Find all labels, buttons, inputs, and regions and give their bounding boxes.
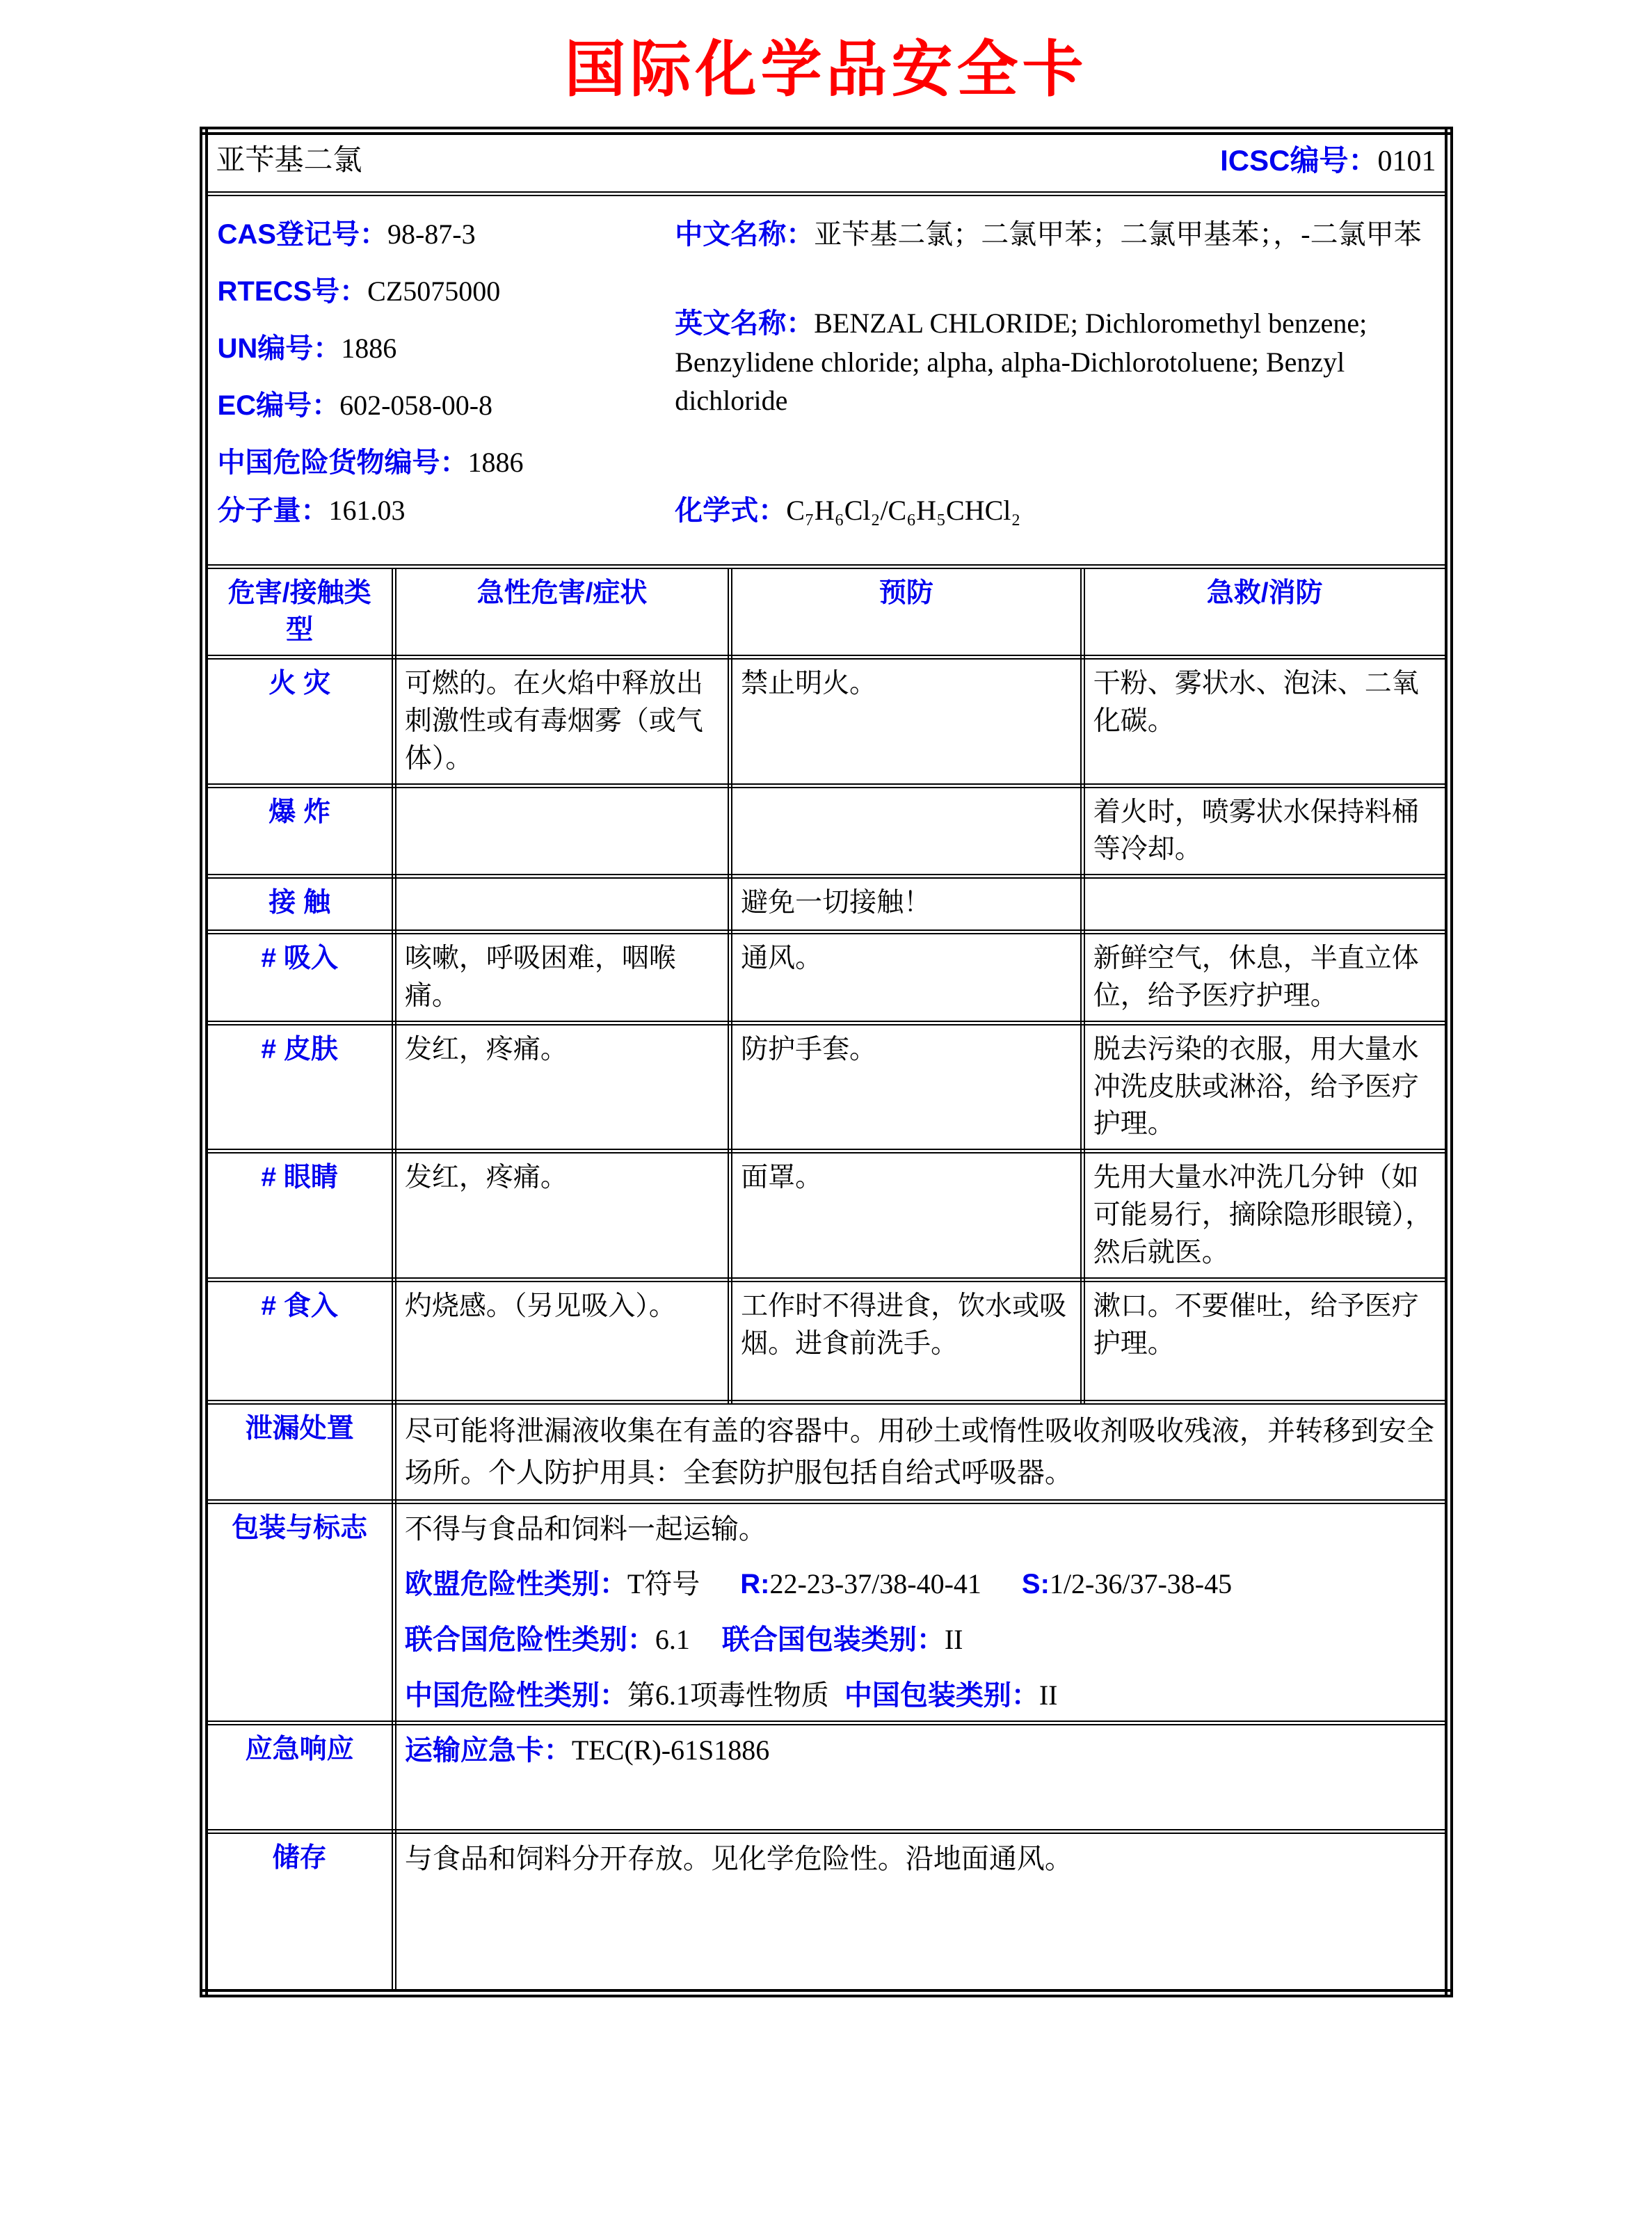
- un-number-value: 1886: [341, 332, 397, 364]
- packaging-transport-note: 不得与食品和饲料一起运输。: [404, 1512, 767, 1544]
- emergency-cell: [394, 1723, 1448, 1832]
- chemical-formula-label: 化学式：: [675, 495, 787, 527]
- molecular-weight-line: [218, 491, 674, 540]
- card-header-cell: [204, 131, 1449, 193]
- r-phrases-label: R:: [740, 1568, 770, 1599]
- rtecs-number-line: [218, 272, 674, 311]
- transport-card-label: 运输应急卡：: [404, 1735, 572, 1766]
- packaging-cn-line: [405, 1676, 1436, 1715]
- packaging-cell: [394, 1501, 1448, 1723]
- packaging-eu-line: [405, 1565, 1436, 1604]
- hazard-header-prevention: 预防: [730, 566, 1083, 657]
- hazard-type-fire: 火 灾: [204, 657, 394, 785]
- cn-class-value: 第6.1项毒性物质: [627, 1679, 829, 1711]
- packaging-un-line: [405, 1620, 1436, 1659]
- eyes-firstaid: 先用大量水冲洗几分钟（如可能易行，摘除隐形眼镜），然后就医。: [1082, 1151, 1448, 1279]
- hazard-header-symptoms: 急性危害/症状: [394, 566, 730, 657]
- chinese-name-value: 亚苄基二氯；二氯甲苯；二氯甲基苯；，-二氯甲苯: [814, 218, 1422, 250]
- hazard-row-explosion: [204, 785, 1449, 877]
- china-dg-number-value: 1886: [467, 447, 524, 479]
- skin-symptoms: 发红，疼痛。: [394, 1023, 730, 1151]
- un-number-line: [218, 329, 674, 368]
- hazard-type-eyes: # 眼睛: [204, 1151, 394, 1279]
- spill-row: [204, 1402, 1449, 1501]
- hazard-type-explosion: 爆 炸: [204, 785, 394, 877]
- s-phrases-value: 1/2-36/37-38-45: [1049, 1567, 1233, 1599]
- inhalation-prevention: 通风。: [730, 932, 1083, 1023]
- inhalation-firstaid: 新鲜空气，休息，半直立体位，给予医疗护理。: [1082, 932, 1448, 1023]
- explosion-prevention: [730, 785, 1083, 877]
- inhalation-symptoms: 咳嗽，呼吸困难，咽喉痛。: [394, 932, 730, 1023]
- hazard-row-eyes: [204, 1151, 1449, 1279]
- cas-number-label: CAS登记号：: [217, 218, 387, 250]
- cn-pack-label: 中国包装类别：: [844, 1680, 1039, 1711]
- chinese-name-label: 中文名称：: [675, 218, 815, 250]
- chinese-name-line: [675, 215, 1436, 254]
- identity-row: [204, 193, 1449, 566]
- emergency-label: 应急响应: [204, 1723, 394, 1832]
- rtecs-number-label: RTECS号：: [217, 276, 368, 307]
- english-name-line: [675, 304, 1436, 420]
- english-name-value: BENZAL CHLORIDE; Dichloromethyl benzene; Benzylidene chloride; alpha, alpha-Dichlorotoluene; Benzyl dichloride: [675, 307, 1368, 417]
- s-phrases-label: S:: [1021, 1568, 1050, 1599]
- china-dg-number-line: [218, 443, 674, 482]
- chemical-formula-value: C₇H₆Cl₂/C₆H₅CHCl₂: [786, 495, 1021, 527]
- molecular-weight-value: 161.03: [328, 495, 406, 527]
- un-pack-value: II: [944, 1624, 963, 1656]
- un-number-label: UN编号：: [217, 333, 342, 364]
- icsc-number-group: [1220, 141, 1436, 182]
- ec-number-line: [218, 386, 674, 425]
- ec-number-label: EC编号：: [217, 390, 340, 422]
- hazard-row-inhalation: [204, 932, 1449, 1023]
- fire-symptoms: 可燃的。在火焰中释放出刺激性或有毒烟雾（或气体）。: [394, 657, 730, 785]
- spill-text: 尽可能将泄漏液收集在有盖的容器中。用砂土或惰性吸收剂吸收残液，并转移到安全场所。个人防护用具：全套防护服包括自给式呼吸器。: [394, 1402, 1448, 1501]
- contact-firstaid: [1082, 877, 1448, 932]
- identity-cell: [204, 193, 1449, 566]
- spill-label: 泄漏处置: [204, 1402, 394, 1501]
- hazard-header-row: [204, 566, 1449, 657]
- icsc-number-value: 0101: [1377, 145, 1436, 177]
- card-header-bar: [216, 141, 1436, 182]
- hazard-header-type: 危害/接触类型: [204, 566, 394, 657]
- skin-firstaid: 脱去污染的衣服，用大量水冲洗皮肤或淋浴，给予医疗护理。: [1082, 1023, 1448, 1151]
- eu-class-symbol: T符号: [627, 1567, 700, 1599]
- storage-label: 储存: [204, 1832, 394, 1993]
- hazard-type-skin: # 皮肤: [204, 1023, 394, 1151]
- hazard-row-fire: [204, 657, 1449, 785]
- fire-prevention: 禁止明火。: [730, 657, 1083, 785]
- eu-class-label: 欧盟危险性类别：: [404, 1568, 627, 1599]
- hazard-type-contact: 接 触: [204, 877, 394, 932]
- un-class-label: 联合国危险性类别：: [404, 1625, 655, 1656]
- eyes-symptoms: 发红，疼痛。: [394, 1151, 730, 1279]
- registry-numbers-block: [216, 202, 674, 545]
- cn-pack-value: II: [1038, 1679, 1058, 1711]
- skin-prevention: 防护手套。: [730, 1023, 1083, 1151]
- china-dg-number-label: 中国危险货物编号：: [217, 447, 468, 479]
- ec-number-value: 602-058-00-8: [339, 390, 493, 422]
- un-class-value: 6.1: [655, 1624, 690, 1656]
- packaging-row: [204, 1501, 1449, 1723]
- hazard-header-firstaid: 急救/消防: [1082, 566, 1448, 657]
- cas-number-line: [218, 215, 674, 254]
- storage-row: [204, 1832, 1449, 1993]
- packaging-label: 包装与标志: [204, 1501, 394, 1723]
- transport-card-value: TEC(R)-61S1886: [571, 1734, 770, 1766]
- storage-text: 与食品和饲料分开存放。见化学危险性。沿地面通风。: [394, 1832, 1448, 1993]
- english-name-label: 英文名称：: [675, 308, 815, 339]
- hazard-type-ingestion: # 食入: [204, 1279, 394, 1402]
- explosion-firstaid: 着火时，喷雾状水保持料桶等冷却。: [1082, 785, 1448, 877]
- ingestion-firstaid: 漱口。不要催吐，给予医疗护理。: [1082, 1279, 1448, 1402]
- icsc-card-table: [200, 127, 1453, 1997]
- ingestion-prevention: 工作时不得进食，饮水或吸烟。进食前洗手。: [730, 1279, 1083, 1402]
- r-phrases-value: 22-23-37/38-40-41: [769, 1567, 981, 1599]
- explosion-symptoms: [394, 785, 730, 877]
- contact-prevention: 避免一切接触！: [730, 877, 1083, 932]
- contact-symptoms: [394, 877, 730, 932]
- fire-firstaid: 干粉、雾状水、泡沫、二氧化碳。: [1082, 657, 1448, 785]
- emergency-row: [204, 1723, 1449, 1832]
- molecular-weight-label: 分子量：: [217, 495, 329, 527]
- hazard-type-inhalation: # 吸入: [204, 932, 394, 1023]
- cas-number-value: 98-87-3: [387, 218, 476, 250]
- card-header-row: [204, 131, 1449, 193]
- rtecs-number-value: CZ5075000: [367, 275, 501, 307]
- names-block: [673, 202, 1436, 545]
- hazard-row-ingestion: [204, 1279, 1449, 1402]
- identity-layout: [216, 202, 1436, 545]
- eyes-prevention: 面罩。: [730, 1151, 1083, 1279]
- cn-class-label: 中国危险性类别：: [404, 1680, 627, 1711]
- hazard-row-contact: [204, 877, 1449, 932]
- substance-name: 亚苄基二氯: [216, 145, 362, 177]
- page-title: 国际化学品安全卡: [564, 35, 1088, 104]
- ingestion-symptoms: 灼烧感。（另见吸入）。: [394, 1279, 730, 1402]
- icsc-number-label: ICSC编号：: [1220, 144, 1378, 177]
- hazard-row-skin: [204, 1023, 1449, 1151]
- chemical-formula-line: [675, 491, 1436, 540]
- un-pack-label: 联合国包装类别：: [721, 1625, 945, 1656]
